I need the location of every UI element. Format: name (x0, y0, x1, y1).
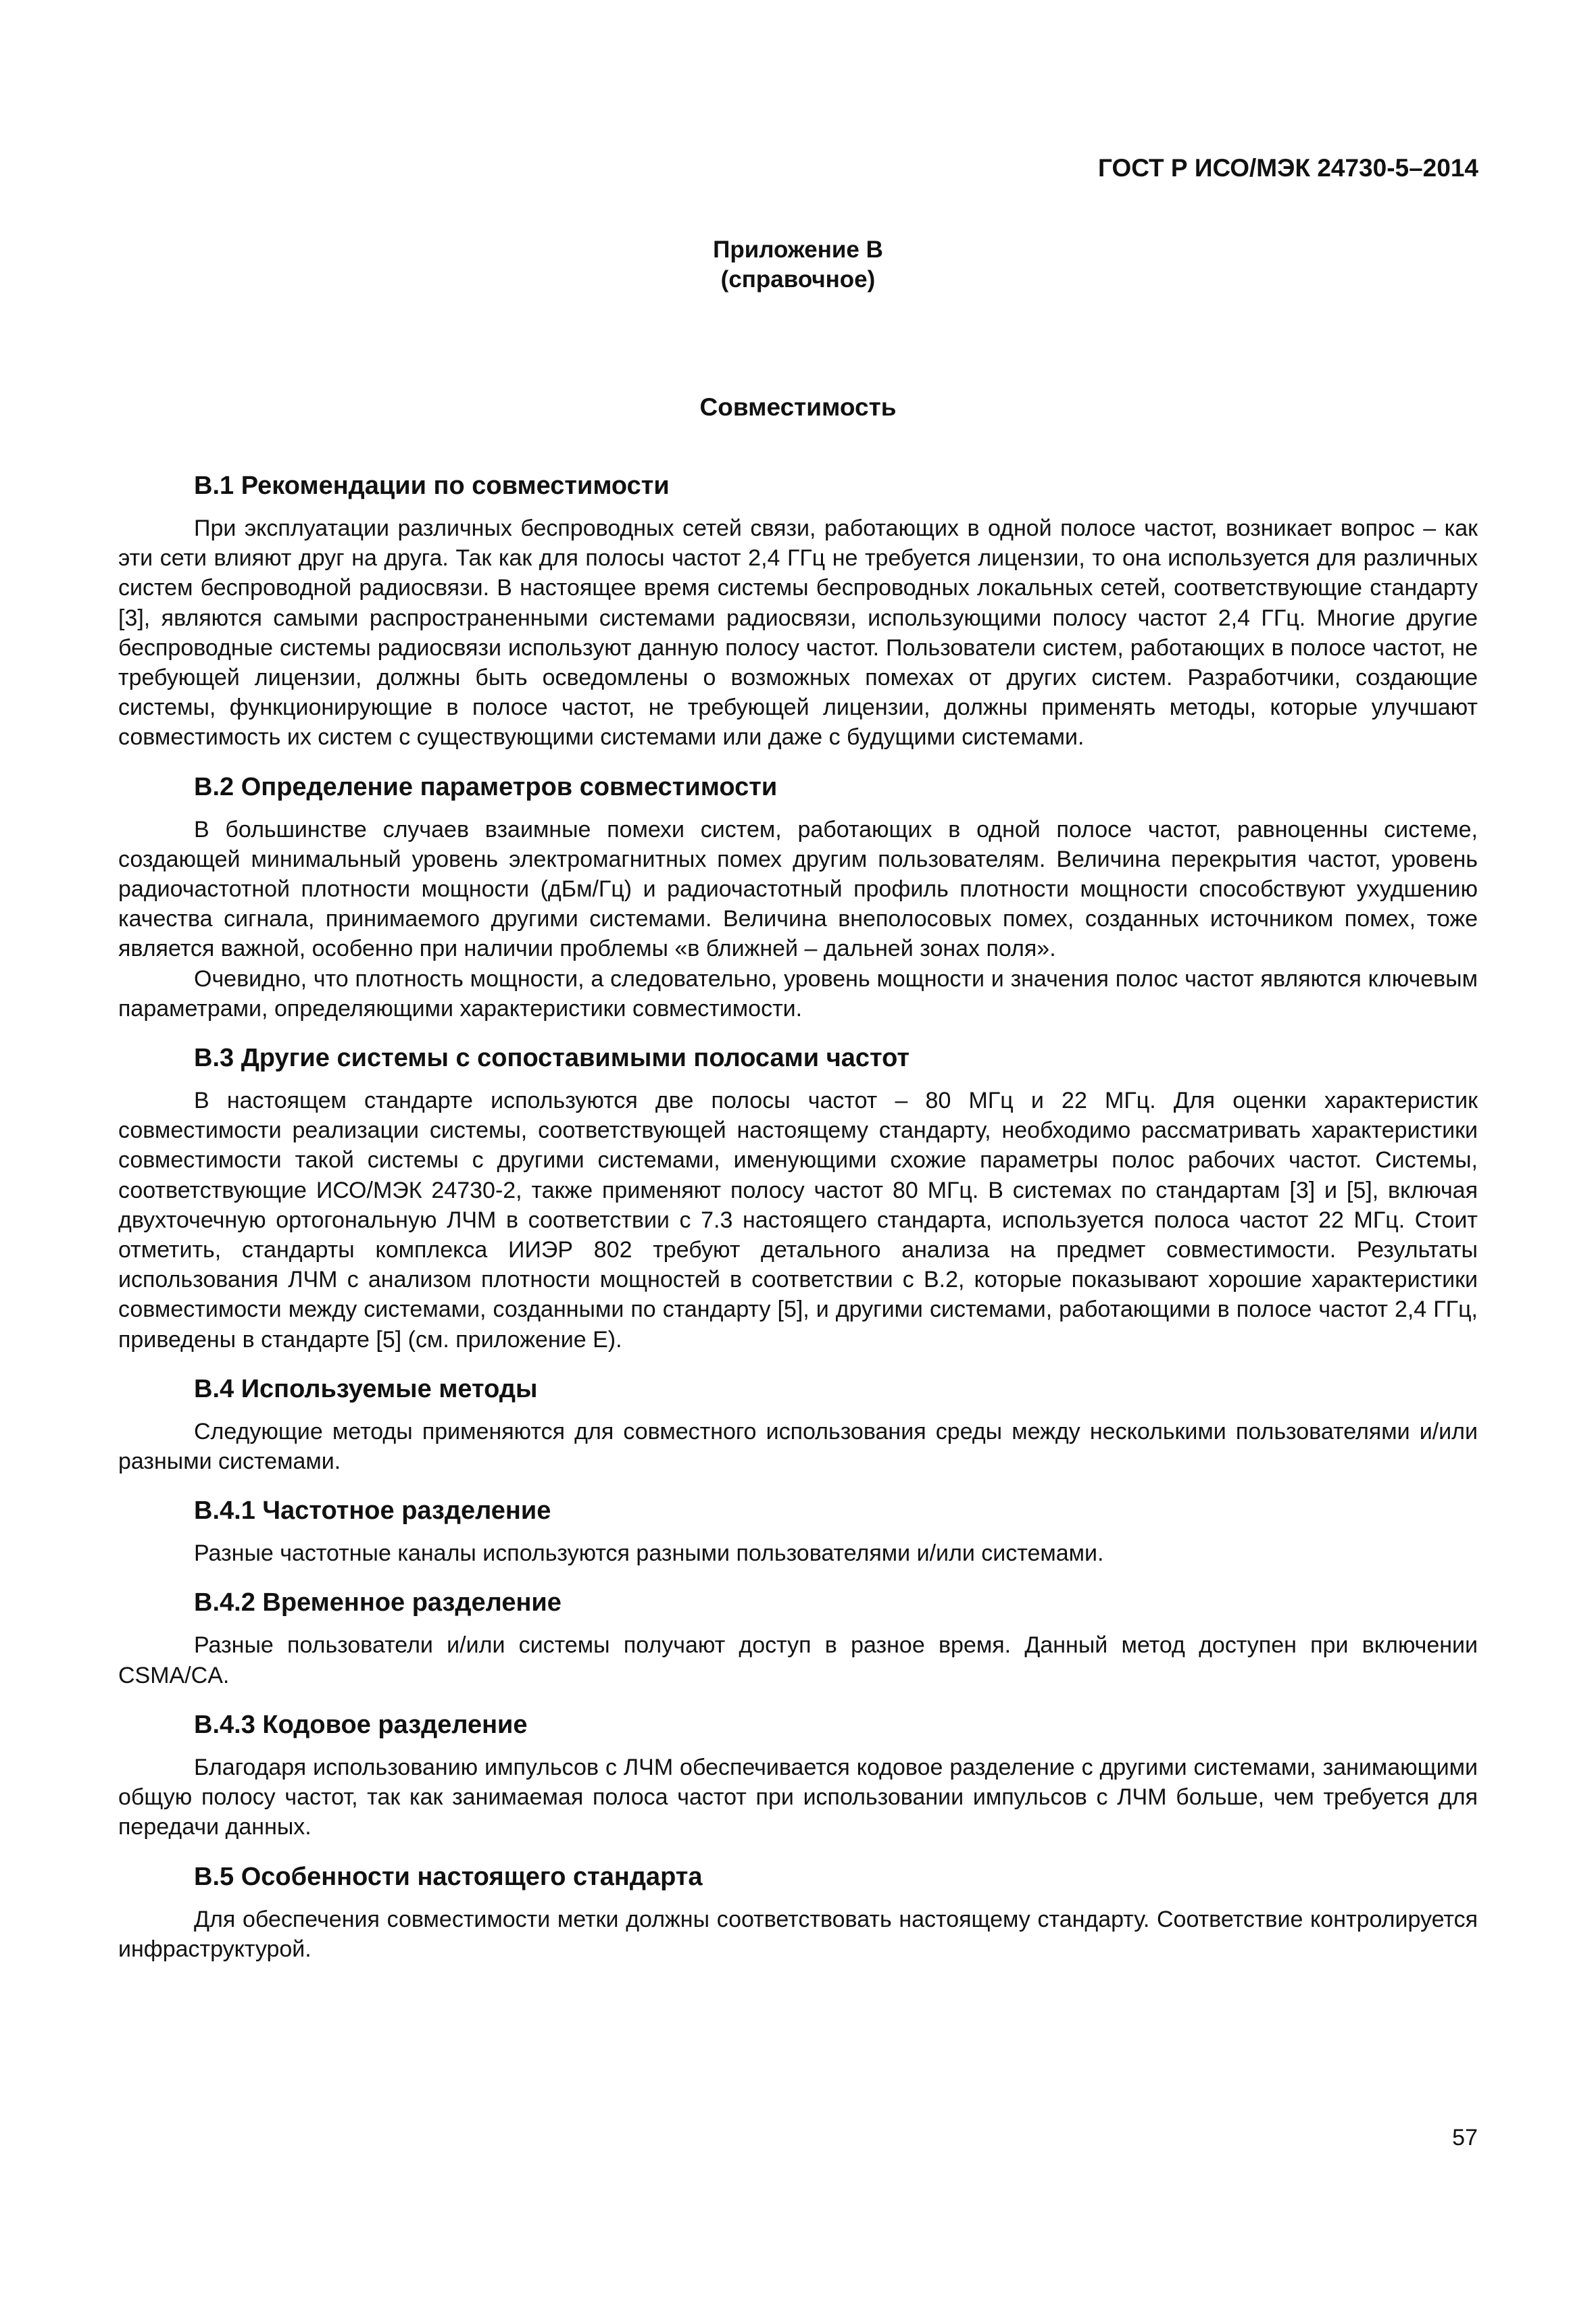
paragraph: Разные частотные каналы используются разными пользователями и/или системами. (194, 1540, 1104, 1567)
paragraph: В большинстве случаев взаимные помехи систем, работающих в одной полосе частот, равноценны системе, создающей минимальный уровень электромагнитных помех другим пользователям. Величина перекрытия частот, уровень радиочастотной плотности мощности (дБм/Гц) и радиочастотный профиль плотности мощности способствуют ухудшению качества сигнала, принимаемого другими системами. Величина внеполосовых помех, созданных источником помех, тоже является важной, особенно при наличии проблемы «в ближней – дальней зонах поля». (118, 816, 1478, 962)
section-b2 (118, 770, 1478, 1024)
section-b4-2 (118, 1586, 1478, 1690)
paragraph: Разные пользователи и/или системы получают доступ в разное время. Данный метод доступен при включении CSMA/CA. (118, 1632, 1478, 1688)
annex-status: (справочное) (720, 266, 876, 293)
annex-label: Приложение В (713, 236, 883, 263)
section-heading: В.4 Используемые методы (194, 1374, 538, 1403)
section-heading: В.4.3 Кодовое разделение (194, 1710, 528, 1739)
section-heading: В.1 Рекомендации по совместимости (194, 472, 670, 500)
page-number: 57 (1452, 2125, 1478, 2150)
standard-number: ГОСТ Р ИСО/МЭК 24730-5–2014 (1097, 154, 1478, 182)
paragraph: Для обеспечения совместимости метки должны соответствовать настоящему стандарту. Соответствие контролируется инфраструктурой. (118, 1906, 1478, 1962)
section-heading: В.4.1 Частотное разделение (194, 1496, 551, 1526)
annex-header (0, 235, 1596, 295)
paragraph: Следующие методы применяются для совместного использования среды между несколькими пользователями и/или разными системами. (118, 1418, 1478, 1475)
paragraph: В настоящем стандарте используются две полосы частот – 80 МГц и 22 МГц. Для оценки характеристик совместимости реализации системы, соответствующей настоящему стандарту, необходимо рассматривать характеристики совместимости такой системы с другими системами, именующими схожие параметры полос рабочих частот. Системы, соответствующие ИСО/МЭК 24730-2, также применяют полосу частот 80 МГц. В системах по стандартам [3] и [5], включая двухточечную ортогональную ЛЧМ в соответствии с 7.3 настоящего стандарта, используется полоса частот 22 МГц. Стоит отметить, стандарты комплекса ИИЭР 802 требуют детального анализа на предмет совместимости. Результаты использования ЛЧМ с анализом плотности мощностей в соответствии с В.2, которые показывают хорошие характеристики совместимости между системами, созданными по стандарту [5], и другими системами, работающими в полосе частот 2,4 ГГц, приведены в стандарте [5] (см. приложение Е). (118, 1088, 1478, 1353)
document-body (118, 469, 1478, 1982)
section-heading: В.2 Определение параметров совместимости (194, 772, 778, 801)
annex-title: Совместимость (699, 393, 897, 421)
section-heading: В.5 Особенности настоящего стандарта (194, 1862, 703, 1891)
section-b4-1 (118, 1494, 1478, 1568)
paragraph: При эксплуатации различных беспроводных сетей связи, работающих в одной полосе частот, возникает вопрос – как эти сети влияют друг на друга. Так как для полосы частот 2,4 ГГц не требуется лицензии, то она используется для различных систем беспроводной радиосвязи. В настоящее время системы беспроводных локальных сетей, соответствующие стандарту [3], являются самыми распространенными системами радиосвязи, использующими полосу частот 2,4 ГГц. Многие другие беспроводные системы радиосвязи используют данную полосу частот. Пользователи систем, работающих в полосе частот, не требующей лицензии, должны быть осведомлены о возможных помехах от других систем. Разработчики, создающие системы, функционирующие в полосе частот, не требующей лицензии, должны применять методы, которые улучшают совместимость их систем с существующими системами или даже с будущими системами. (118, 515, 1478, 751)
paragraph: Благодаря использованию импульсов с ЛЧМ обеспечивается кодовое разделение с другими системами, занимающими общую полосу частот, так как занимаемая полоса частот при использовании импульсов с ЛЧМ больше, чем требуется для передачи данных. (118, 1754, 1478, 1840)
paragraph: Очевидно, что плотность мощности, а следовательно, уровень мощности и значения полос частот являются ключевым параметрами, определяющими характеристики совместимости. (118, 965, 1478, 1022)
section-b5 (118, 1860, 1478, 1964)
section-b3 (118, 1041, 1478, 1355)
section-b1 (118, 469, 1478, 753)
section-b4-3 (118, 1708, 1478, 1842)
section-b4 (118, 1372, 1478, 1476)
section-heading: В.4.2 Временное разделение (194, 1588, 562, 1617)
section-heading: В.3 Другие системы с сопоставимыми полосами частот (194, 1044, 910, 1073)
